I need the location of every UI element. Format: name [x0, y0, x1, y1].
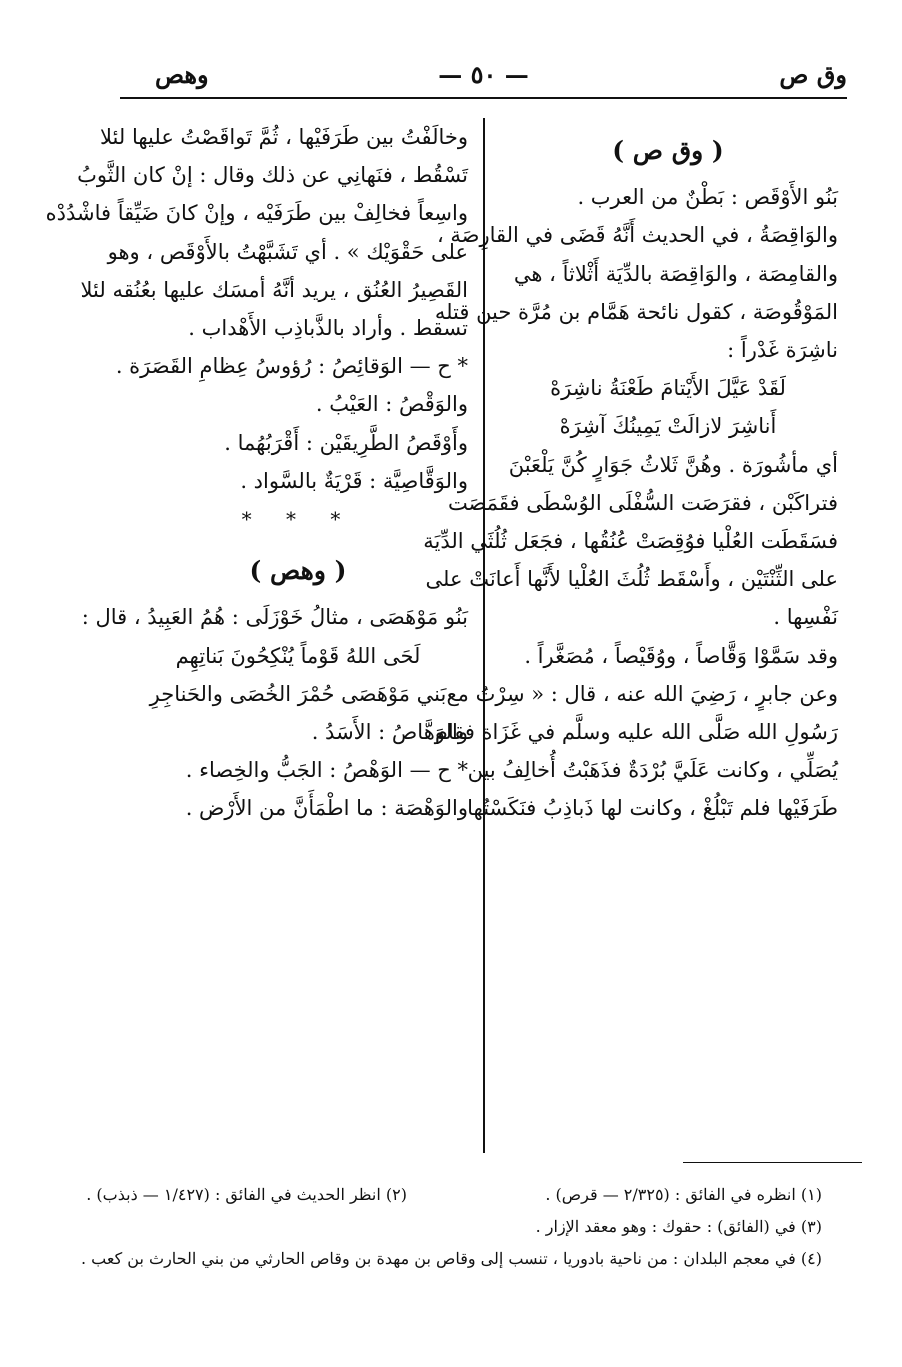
verse-line: أَناشِرَ لازالَتْ يَمِينُكَ آشِرَهْ [559, 414, 777, 439]
text-line: أي مأشُورَة . وهُنَّ ثَلاثُ جَوَارٍ كُنَّ يَلْعَبْنَ [508, 452, 838, 477]
text-line: بَنُو مَوْهَصَى ، مثالُ خَوْزَلَى : هُمُ العَبِيدُ ، قال : [81, 605, 468, 630]
text-line: ناشِرَة غَدْراً : [727, 338, 838, 363]
text-line: طَرَفَيْها فلم تَبْلُغْ ، وكانت لها ذَباذِبُ فنَكَسْتُها [467, 796, 838, 821]
entry-heading: ( وهص ) [249, 556, 347, 586]
footnotes [80, 1180, 822, 1276]
footnote-row [110, 1212, 822, 1244]
text-line: بَنُو الأَوْقَص : بَطْنٌ من العرب . [577, 185, 838, 210]
text-line: القَصِيرُ العُنُق ، يريد أنَّهُ أمسَك عليها بعُنُقه لئلا [80, 277, 468, 302]
text-line: والوَقْصُ : العَيْبُ . [315, 392, 468, 417]
column-divider [483, 118, 485, 1153]
text-line: * ح — الوَهْصُ : الجَبُّ والخِصاء . [185, 758, 468, 783]
page-number: — ٥٠ — [438, 60, 529, 89]
entry-heading: ( وق ص ) [612, 136, 724, 165]
text-line: فتراكَبْن ، فقرَصَت السُّفْلَى الوُسْطَى فقَمَصَت [447, 490, 838, 515]
footnote-2: (٢) انظر الحديث في الفائق : (١/٤٢٧ — ذبذب) . [86, 1185, 407, 1204]
text-line: وخالَفْتُ بين طَرَفَيْها ، ثُمَّ تَواقَصْتُ عليها لئلا [100, 125, 468, 149]
left-column [45, 118, 468, 828]
page-header [120, 60, 847, 94]
verse-line: لَقَدْ عَيَّلَ الأَيْتامَ طَعْنَةُ ناشِرَهْ [550, 376, 786, 401]
text-line: والوَاقِصَةُ ، في الحديث أَنَّهُ قَضَى في القارِصَة ، [436, 223, 838, 248]
verse-line: لَحَى اللهُ قَوْماً يُنْكِحُونَ بَناتِهِم [175, 643, 421, 668]
footnote-rule [683, 1162, 862, 1163]
text-line: والوَهْصَة : ما اطْمَأَنَّ من الأَرْض . [185, 796, 468, 821]
text-line: والقامِصَة ، والوَاقِصَة بالدِّيَة أَثْلاثاً ، هي [513, 261, 838, 286]
text-line: واسِعاً فخالِفْ بين طَرَفَيْه ، وإنْ كانَ ضَيِّقاً فاشْدُدْه [45, 201, 468, 226]
text-line: تسقط . وأراد بالذَّباذِب الأَهْداب . [188, 316, 468, 341]
footnote-3: (٣) في (الفائق) : حقوك : وهو معقد الإزار . [535, 1217, 822, 1236]
text-line: تَسْقُط ، فنَهانِي عن ذلك وقال : إنْ كان الثَّوبُ [77, 163, 468, 188]
right-column [423, 118, 838, 828]
header-right-title: وق ص [779, 60, 847, 89]
header-rule [120, 97, 847, 99]
text-line: والوَهَّاصُ : الأَسَدُ . [311, 720, 468, 745]
text-line: على حَقْوَيْك » . أي تَشَبَّهْتُ بالأَوْقَص ، وهو [107, 239, 468, 264]
text-line: المَوْقُوصَة ، كقول نائحة هَمَّام بن مُرَّة حين قتله [434, 299, 838, 324]
text-line: فسَقَطَت العُلْيا فوُقِصَتْ عُنُقُها ، فجَعَل ثُلُثَي الدِّيَة [423, 529, 838, 554]
footnote-1: (١) انظره في الفائق : (٢/٣٢٥ — قرص) . [545, 1185, 822, 1204]
text-line: وأَوْقَصُ الطَّرِيقَيْن : أَقْرَبُهُما . [224, 430, 468, 455]
text-line: رَسُولِ الله صَلَّى الله عليه وسلَّم في غَزَاة فقام [434, 720, 838, 745]
header-left-title: وهص [155, 60, 209, 89]
text-line: وعن جابرٍ ، رَضِيَ الله عنه ، قال : « سِرْتُ مع [446, 681, 838, 706]
footnote-row [86, 1180, 822, 1212]
footnote-4: (٤) في معجم البلدان : من ناحية بادوريا ، تنسب إلى وقاص بن مهدة بن وقاص الحارثي من بني الحارث بن كعب . [80, 1249, 822, 1268]
section-separator: * * * [241, 507, 355, 532]
text-line: وقد سَمَّوْا وَقَّاصاً ، ووُقَيْصاً ، مُصَغَّراً . [524, 643, 838, 668]
verse-line: بَني مَوْهَصَى حُمْرَ الخُصَى والحَناجِرِ [149, 681, 447, 706]
text-line: * ح — الوَقائِصُ : رُؤوسُ عِظامِ القَصَرَة . [115, 354, 468, 379]
text-line: نَفْسِها . [773, 605, 838, 630]
text-line: يُصَلِّي ، وكانت عَلَيَّ بُرْدَةٌ فذَهَبْتُ أُخالِفُ بين [467, 758, 838, 783]
footnote-row [80, 1244, 822, 1276]
text-line: على الثِّنْتَيْن ، وأَسْقَط ثُلُثَ العُلْيا لأَنَّها أَعانَتْ على [425, 567, 838, 592]
text-line: والوَقَّاصِيَّة : قَرْيَةٌ بالسَّواد . [240, 468, 468, 493]
